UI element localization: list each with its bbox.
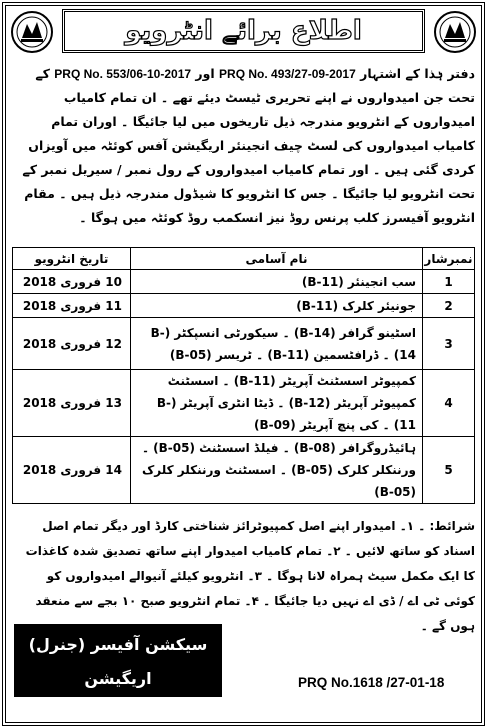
- intro-paragraph: [12, 62, 475, 230]
- reference-number: PRQ No. 493/27-09-2017: [219, 67, 356, 81]
- serial-cell: 4: [423, 370, 475, 437]
- page-title: اطلاع برائے انٹرویو: [62, 9, 425, 53]
- serial-cell: 2: [423, 294, 475, 318]
- serial-cell: 5: [423, 437, 475, 504]
- intro-text: کے: [35, 66, 50, 81]
- reference-number: PRQ No. 553/06-10-2017: [54, 67, 192, 81]
- interview-schedule-table: [12, 247, 475, 504]
- post-cell: جونیئر کلرک (B-11): [131, 294, 423, 318]
- signature-block: [14, 624, 222, 719]
- serial-cell: 3: [423, 318, 475, 370]
- intro-body: تحت جن امیدواروں نے اپنے تحریری ٹیسٹ دیئے تھے ۔ ان تمام کامیاب امیدواروں کے انٹرویو مندرجہ ذیل تاریخوں میں لیا جائیگا ۔ اوران تمام کامیاب امیدواروں کی لسٹ چیف انجینئر اریگیشن آفس کوئٹہ میں آویزاں کردی گئی ہیں ۔ اور تمام کامیاب امیدواروں کے رول نمبر / سیریل نمبر کے تحت انٹرویو لیا جائیگا ۔ جس کا انٹرویو کا شیڈول مندرجہ ذیل ہیں ۔ مقام انٹرویو آفیسرز کلب پرنس روڈ نیز انسکمب روڈ کوئٹہ میں ہوگا ۔: [22, 90, 475, 225]
- header: [10, 6, 477, 58]
- table-row: [13, 270, 475, 294]
- column-header: نمبرشار: [423, 248, 475, 270]
- date-cell: 12 فروری 2018: [13, 318, 131, 370]
- post-cell: کمپیوٹر اسسٹنٹ آپریٹر (B-11) ۔ اسسٹنٹ کمپیوٹر آپریٹر (B-12) ۔ ڈیٹا انٹری آپریٹر (B-11) ۔ کی پنچ آپریٹر (B-09): [131, 370, 423, 437]
- date-cell: 10 فروری 2018: [13, 270, 131, 294]
- prq-number: PRQ No.1618 /27-01-18: [298, 675, 445, 690]
- date-cell: 13 فروری 2018: [13, 370, 131, 437]
- date-cell: 11 فروری 2018: [13, 294, 131, 318]
- table-header-row: [13, 248, 475, 270]
- government-emblem-icon: [433, 10, 477, 54]
- intro-text: اور: [195, 66, 215, 81]
- table-row: [13, 294, 475, 318]
- column-header: نام آسامی: [131, 248, 423, 270]
- table-row: [13, 318, 475, 370]
- date-cell: 14 فروری 2018: [13, 437, 131, 504]
- government-emblem-icon: [10, 10, 54, 54]
- intro-text: دفتر ہٰذا کے اشتہار: [360, 66, 475, 81]
- post-cell: اسٹینو گرافر (B-14) ۔ سیکورٹی انسپکٹر (B-14) ۔ ڈرافٹسمین (B-11) ۔ ٹریسر (B-05): [131, 318, 423, 370]
- conditions-paragraph: شرائط: ۔ ۱۔ امیدوار اپنے اصل کمپیوٹرائز شناختی کارڈ اور دیگر تمام اصل اسناد کو ساتھ لائیں ۔ ۲۔ تمام کامیاب امیدوار اپنے ساتھ تصدیق شدہ کاغذات کا ایک مکمل سیٹ ہمراہ لانا ہوگا ۔ ۳۔ انٹرویو کیلئے آنیوالے امیدواروں کو کوئی ٹی اے / ڈی اے نہیں دیا جائیگا ۔ ۴۔ تمام انٹرویو صبح ۱۰ بجے سے منعقد ہوں گے ۔: [25, 519, 475, 633]
- table-row: [13, 370, 475, 437]
- table-row: [13, 437, 475, 504]
- post-cell: ہائیڈروگرافر (B-08) ۔ فیلڈ اسسٹنٹ (B-05) ۔ ورننکلر کلرک (B-05) ۔ اسسٹنٹ ورننکلر کلرک (B-05): [131, 437, 423, 504]
- column-header: تاریخ انٹرویو: [13, 248, 131, 270]
- post-cell: سب انجینئر (B-11): [131, 270, 423, 294]
- signatory-title: سیکشن آفیسر (جنرل) اریگیشن: [28, 635, 208, 688]
- signatory-department: ڈیپارٹمنٹ کوئٹہ بلوچستان: [22, 701, 214, 719]
- serial-cell: 1: [423, 270, 475, 294]
